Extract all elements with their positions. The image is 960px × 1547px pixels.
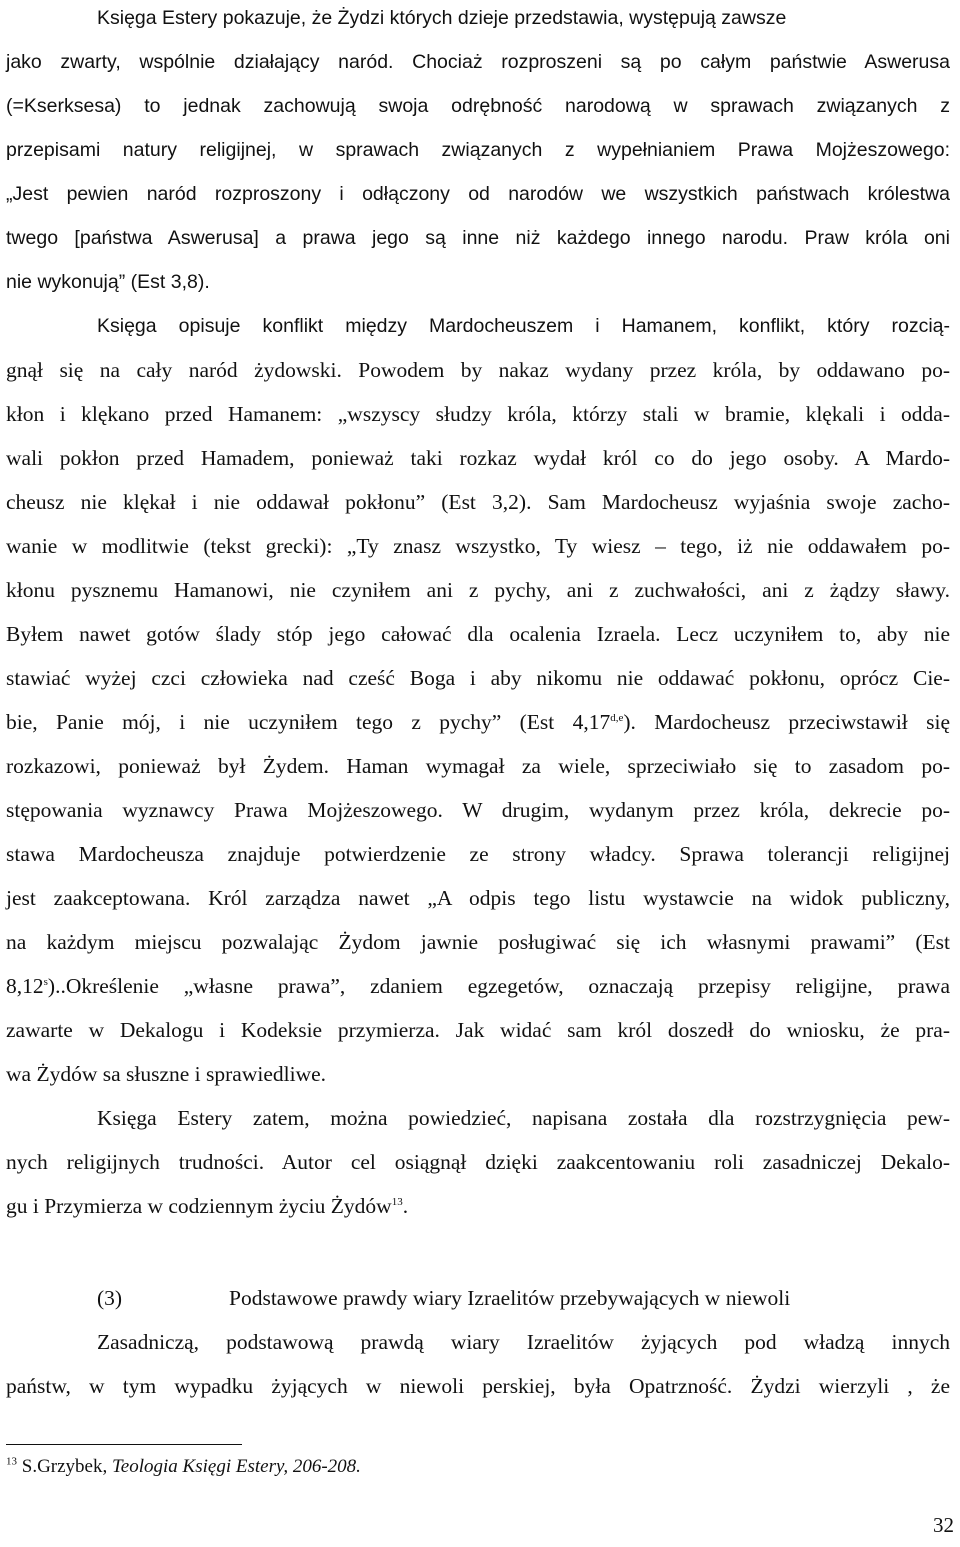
paragraph-2-line-10	[6, 707, 950, 737]
paragraph-1-line-4: przepisami natury religijnej, w sprawach związanych z wypełnianiem Prawa Mojżeszowego:	[6, 139, 950, 161]
text-segment: bie, Panie mój, i nie uczyniłem tego z pychy” (Est 4,17	[6, 710, 611, 734]
paragraph-1-line-5: „Jest pewien naród rozproszony i odłączony od narodów we wszystkich państwach królestwa	[6, 183, 950, 205]
paragraph-2-line-12: stępowania wyznawcy Prawa Mojżeszowego. W drugim, wydanym przez króla, dekrecie po-	[6, 798, 950, 822]
text-segment: .	[402, 1194, 409, 1218]
paragraph-2-line-3: kłon i klękano przed Hamanem: „wszyscy słudzy króla, którzy stali w bramie, klękali i odda-	[6, 402, 950, 426]
paragraph-1-line-1: Księga Estery pokazuje, że Żydzi których dzieje przedstawia, występują zawsze	[97, 7, 787, 29]
text-segment: )..Określenie „własne prawa”, zdaniem egzegetów, oznaczają przepisy religijne, prawa	[47, 974, 950, 998]
footnote	[6, 1454, 361, 1480]
paragraph-2-line-13: stawa Mardocheusza znajduje potwierdzenie ze strony władcy. Sprawa tolerancji religijnej	[6, 842, 950, 866]
paragraph-3-line-1: Księga Estery zatem, można powiedzieć, napisana została dla rozstrzygnięcia pew-	[97, 1106, 950, 1130]
section-line-1: Zasadniczą, podstawową prawdą wiary Izraelitów żyjących pod władzą innych	[97, 1330, 950, 1354]
paragraph-1-line-3: (=Kserksesa) to jednak zachowują swoja odrębność narodową w sprawach związanych z	[6, 95, 950, 117]
verse-superscript: s	[43, 975, 48, 988]
paragraph-2-line-2: gnął się na cały naród żydowski. Powodem by nakaz wydany przez króla, by oddawano po-	[6, 358, 950, 382]
paragraph-2-line-16	[6, 971, 950, 1001]
paragraph-2-line-18: wa Żydów sa słuszne i sprawiedliwe.	[6, 1062, 327, 1086]
paragraph-2-line-6: wanie w modlitwie (tekst grecki): „Ty znasz wszystko, Ty wiesz – tego, iż nie oddawałem po-	[6, 534, 950, 558]
paragraph-2-line-4: wali pokłon przed Hamadem, ponieważ taki rozkaz wydał król co do jego osoby. A Mardo-	[6, 446, 950, 470]
text-segment: 8,12	[6, 974, 44, 998]
footnote-author: S.Grzybek,	[17, 1456, 112, 1477]
paragraph-2-line-9: stawiać wyżej czci człowieka nad cześć Boga i aby nikomu nie oddawać pokłonu, oprócz Cie-	[6, 666, 950, 690]
text-segment: gu i Przymierza w codziennym życiu Żydów	[6, 1194, 392, 1218]
text-segment: ). Mardocheusz przeciwstawił się	[623, 710, 950, 734]
paragraph-2-line-8: Byłem nawet gotów ślady stóp jego całować dla ocalenia Izraela. Lecz uczyniłem to, aby nie	[6, 622, 950, 646]
section-line-2: państw, w tym wypadku żyjących w niewoli perskiej, była Opatrzność. Żydzi wierzyli , że	[6, 1374, 950, 1398]
paragraph-3-line-3	[6, 1191, 950, 1221]
paragraph-1-line-7: nie wykonują” (Est 3,8).	[6, 271, 210, 293]
paragraph-2-line-5: cheusz nie klękał i nie oddawał pokłonu” (Est 3,2). Sam Mardocheusz wyjaśnia swoje zacho-	[6, 490, 950, 514]
paragraph-2-line-17: zawarte w Dekalogu i Kodeksie przymierza. Jak widać sam król doszedł do wniosku, że pra-	[6, 1018, 950, 1042]
paragraph-1-line-6: twego [państwa Aswerusa] a prawa jego są inne niż każdego innego narodu. Praw króla oni	[6, 227, 950, 249]
paragraph-2-line-14: jest zaakceptowana. Król zarządza nawet „A odpis tego listu wystawcie na widok publiczny,	[6, 886, 950, 910]
footnote-title: Teologia Księgi Estery, 206-208.	[111, 1456, 361, 1477]
section-title: Podstawowe prawdy wiary Izraelitów przebywających w niewoli	[229, 1286, 791, 1310]
footnote-divider	[6, 1444, 242, 1445]
paragraph-2-line-11: rozkazowi, ponieważ był Żydem. Haman wymagał za wiele, sprzeciwiało się to zasadom po-	[6, 754, 950, 778]
footnote-reference: 13	[391, 1195, 403, 1208]
footnote-marker: 13	[6, 1455, 17, 1468]
paragraph-2-line-15: na każdym miejscu pozwalając Żydom jawnie posługiwać się ich własnymi prawami” (Est	[6, 930, 950, 954]
section-number: (3)	[97, 1286, 123, 1310]
verse-superscript: d,e	[610, 711, 624, 724]
paragraph-3-line-2: nych religijnych trudności. Autor cel osiągnął dzięki zaakcentowaniu roli zasadniczej Dekalo-	[6, 1150, 950, 1174]
paragraph-2-line-1: Księga opisuje konflikt między Mardocheuszem i Hamanem, konflikt, który rozcią-	[97, 315, 950, 337]
paragraph-2-line-7: kłonu pysznemu Hamanowi, nie czyniłem ani z pychy, ani z zuchwałości, ani z żądzy sławy.	[6, 578, 950, 602]
paragraph-1-line-2: jako zwarty, wspólnie działający naród. Chociaż rozproszeni są po całym państwie Aswerusa	[6, 51, 950, 73]
page-number: 32	[933, 1513, 954, 1537]
